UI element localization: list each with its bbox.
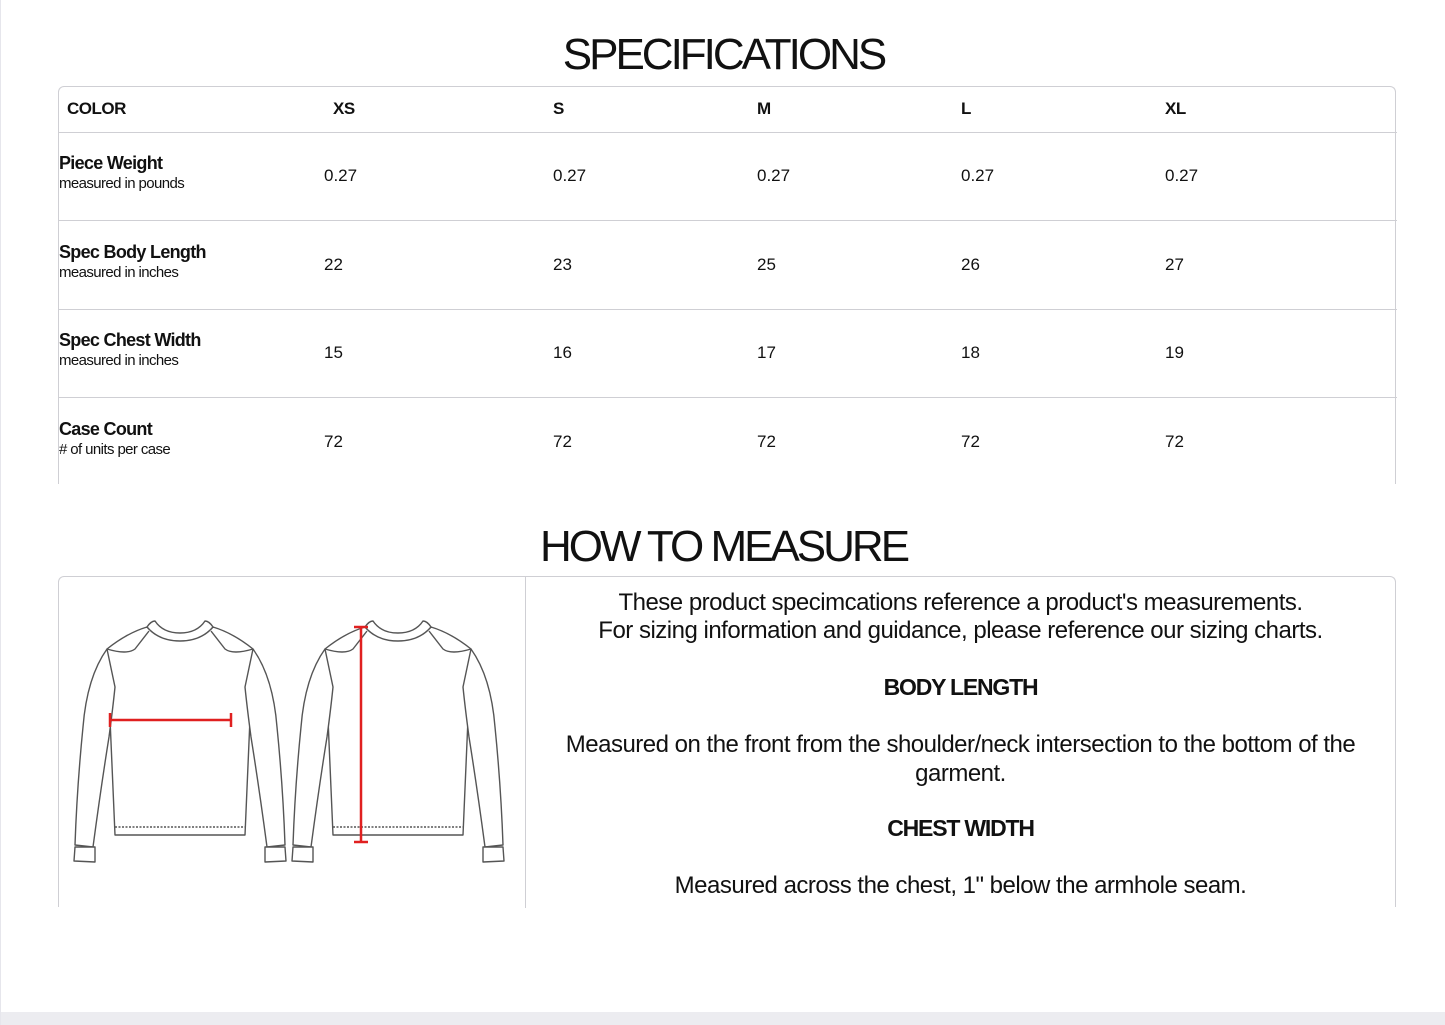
row-label-sub: measured in inches <box>59 352 179 370</box>
table-cell: 72 <box>961 432 980 451</box>
body-length-heading: BODY LENGTH <box>883 674 1038 700</box>
table-cell: 26 <box>961 221 1165 310</box>
table-cell: 23 <box>553 221 757 310</box>
row-label-main: Spec Chest Width <box>59 330 201 351</box>
table-row <box>59 309 1397 398</box>
specifications-table <box>59 87 1397 486</box>
row-label-sub: measured in pounds <box>59 175 185 193</box>
row-label <box>59 309 321 398</box>
row-label <box>59 398 321 487</box>
garment-illustration-svg <box>59 577 525 908</box>
header-size-l: L <box>961 87 1165 132</box>
header-size-m: M <box>757 87 961 132</box>
header-size-xl: XL <box>1165 87 1397 132</box>
table-cell: 0.27 <box>553 132 757 221</box>
table-cell: 15 <box>321 309 553 398</box>
table-cell: 25 <box>757 221 961 310</box>
specifications-card <box>58 86 1396 484</box>
measure-instructions <box>526 577 1395 908</box>
specifications-title: SPECIFICATIONS <box>562 30 885 79</box>
row-label <box>59 221 321 310</box>
how-to-measure-title: HOW TO MEASURE <box>539 522 908 571</box>
garment-illustration <box>59 577 526 908</box>
long-sleeve-shirt-front-icon <box>74 621 286 862</box>
table-cell: 16 <box>553 309 757 398</box>
intro-line-1: These product specimcations reference a product's measurements. <box>618 589 1303 616</box>
row-label-main: Piece Weight <box>59 153 163 174</box>
header-size-s: S <box>553 87 757 132</box>
table-cell: 72 <box>757 432 776 451</box>
table-cell: 27 <box>1165 221 1397 310</box>
long-sleeve-shirt-side-icon <box>292 621 504 862</box>
chest-width-heading: CHEST WIDTH <box>887 815 1034 841</box>
body-length-description: Measured on the front from the shoulder/neck intersection to the bottom of the garment. <box>565 731 1356 787</box>
intro-line-2: For sizing information and guidance, please reference our sizing charts. <box>598 617 1323 644</box>
table-cell: 0.27 <box>961 132 1165 221</box>
table-cell: 19 <box>1165 309 1397 398</box>
table-cell: 72 <box>324 432 343 451</box>
bottom-strip <box>1 1012 1445 1025</box>
table-row <box>59 221 1397 310</box>
row-label-sub: # of units per case <box>59 441 171 458</box>
table-cell: 72 <box>1165 432 1184 451</box>
header-color: COLOR <box>59 87 321 132</box>
row-label <box>59 132 321 221</box>
row-label-sub: measured in inches <box>59 263 179 281</box>
chest-width-description: Measured across the chest, 1" below the armhole seam. <box>674 872 1247 899</box>
table-cell: 72 <box>553 432 572 451</box>
how-to-measure-card <box>58 576 1396 907</box>
table-row <box>59 398 1397 487</box>
table-header-row <box>59 87 1397 132</box>
intro-text <box>526 589 1395 645</box>
table-cell: 0.27 <box>321 132 553 221</box>
row-label-main: Case Count <box>59 419 153 439</box>
table-cell: 18 <box>961 309 1165 398</box>
row-label-main: Spec Body Length <box>59 241 206 262</box>
table-cell: 22 <box>321 221 553 310</box>
table-cell: 0.27 <box>1165 132 1397 221</box>
table-row <box>59 132 1397 221</box>
header-size-xs: XS <box>321 87 553 132</box>
table-cell: 0.27 <box>757 132 961 221</box>
table-cell: 17 <box>757 309 961 398</box>
